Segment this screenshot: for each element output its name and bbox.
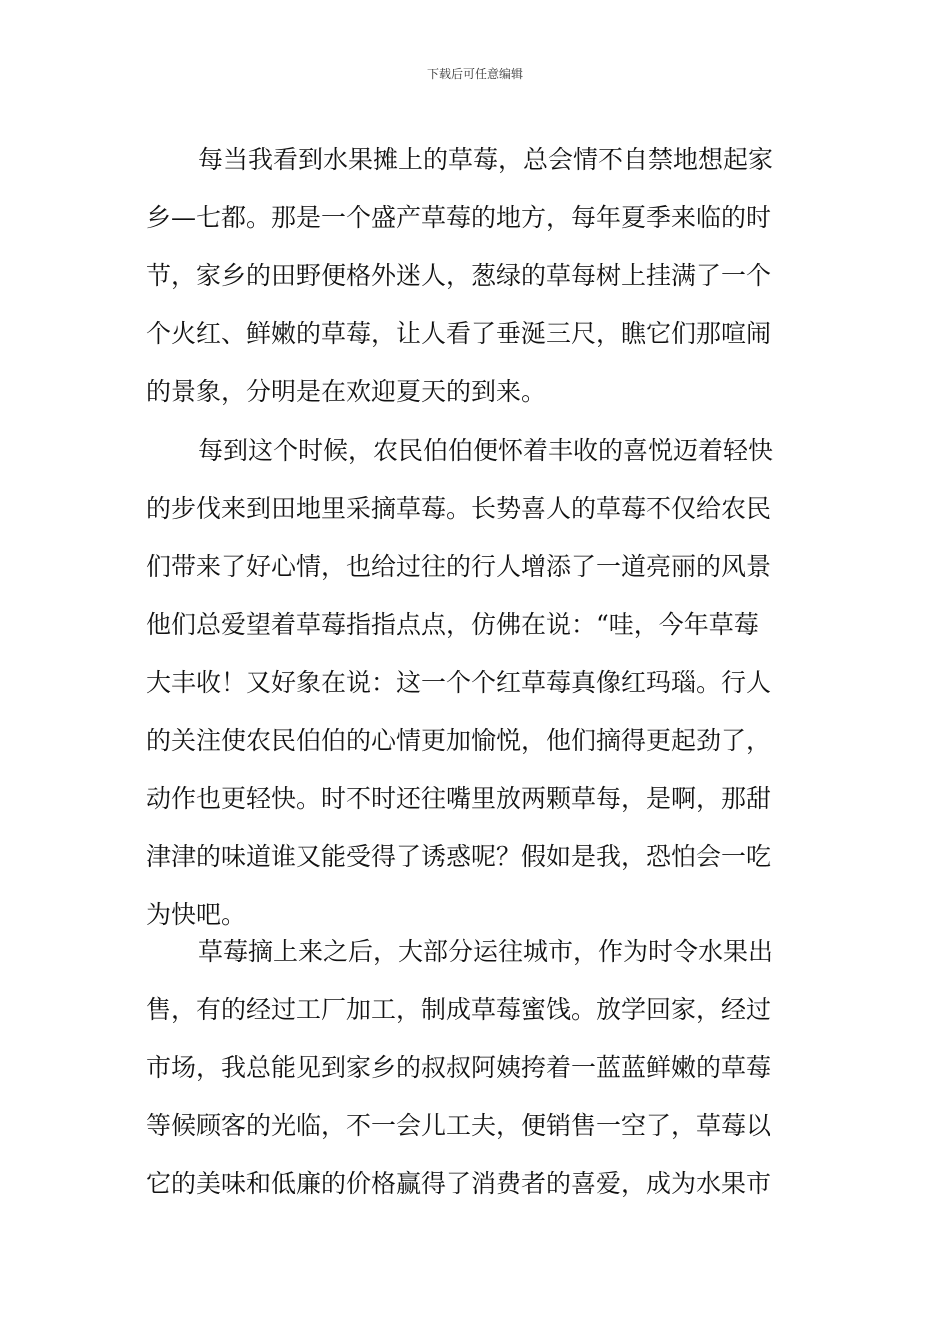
text-line: 们带来了好心情，也给过往的行人增添了一道亮丽的风景 [146,552,772,581]
text-line: 的关注使农民伯伯的心情更加愉悦，他们摘得更起劲了， [146,726,772,755]
text-line: 动作也更轻快。时不时还往嘴里放两颗草每，是啊，那甜 [146,784,772,813]
text-line: 节，家乡的田野便格外迷人，葱绿的草每树上挂满了一个 [146,261,772,290]
text-line: 为快吧。 [146,900,247,929]
text-line: 每当我看到水果摊上的草莓，总会情不自禁地想起家 [198,145,774,174]
text-line: 乡—七都。那是一个盛产草莓的地方，每年夏季来临的时 [146,203,772,232]
paragraph-3 [146,923,806,1213]
paragraph-1 [146,131,806,421]
text-line: 他们总爱望着草莓指指点点，仿佛在说：“哇，今年草莓 [146,610,759,639]
text-line: 每到这个时候，农民伯伯便怀着丰收的喜悦迈着轻快 [198,436,774,465]
text-line: 等候顾客的光临，不一会儿工夫，便销售一空了，草莓以 [146,1111,772,1140]
text-line: 大丰收！又好象在说：这一个个红草莓真像红玛瑙。行人 [146,668,772,697]
text-line: 售，有的经过工厂加工，制成草莓蜜饯。放学回家，经过 [146,995,772,1024]
text-line: 草莓摘上来之后，大部分运往城市，作为时令水果出 [198,937,774,966]
text-line: 市场，我总能见到家乡的叔叔阿姨挎着一蓝蓝鲜嫩的草莓 [146,1053,772,1082]
text-line: 的景象，分明是在欢迎夏天的到来。 [146,377,547,406]
page-header: 下载后可任意编辑 [426,67,523,81]
paragraph-2 [146,422,806,944]
text-line: 津津的味道谁又能受得了诱惑呢？假如是我，恐怕会一吃 [146,842,772,871]
text-line: 它的美味和低廉的价格赢得了消费者的喜爱，成为水果市 [146,1169,772,1198]
text-line: 的步伐来到田地里采摘草莓。长势喜人的草莓不仅给农民 [146,494,772,523]
text-line: 个火红、鲜嫩的草莓，让人看了垂涎三尺，瞧它们那喧闹 [146,319,772,348]
